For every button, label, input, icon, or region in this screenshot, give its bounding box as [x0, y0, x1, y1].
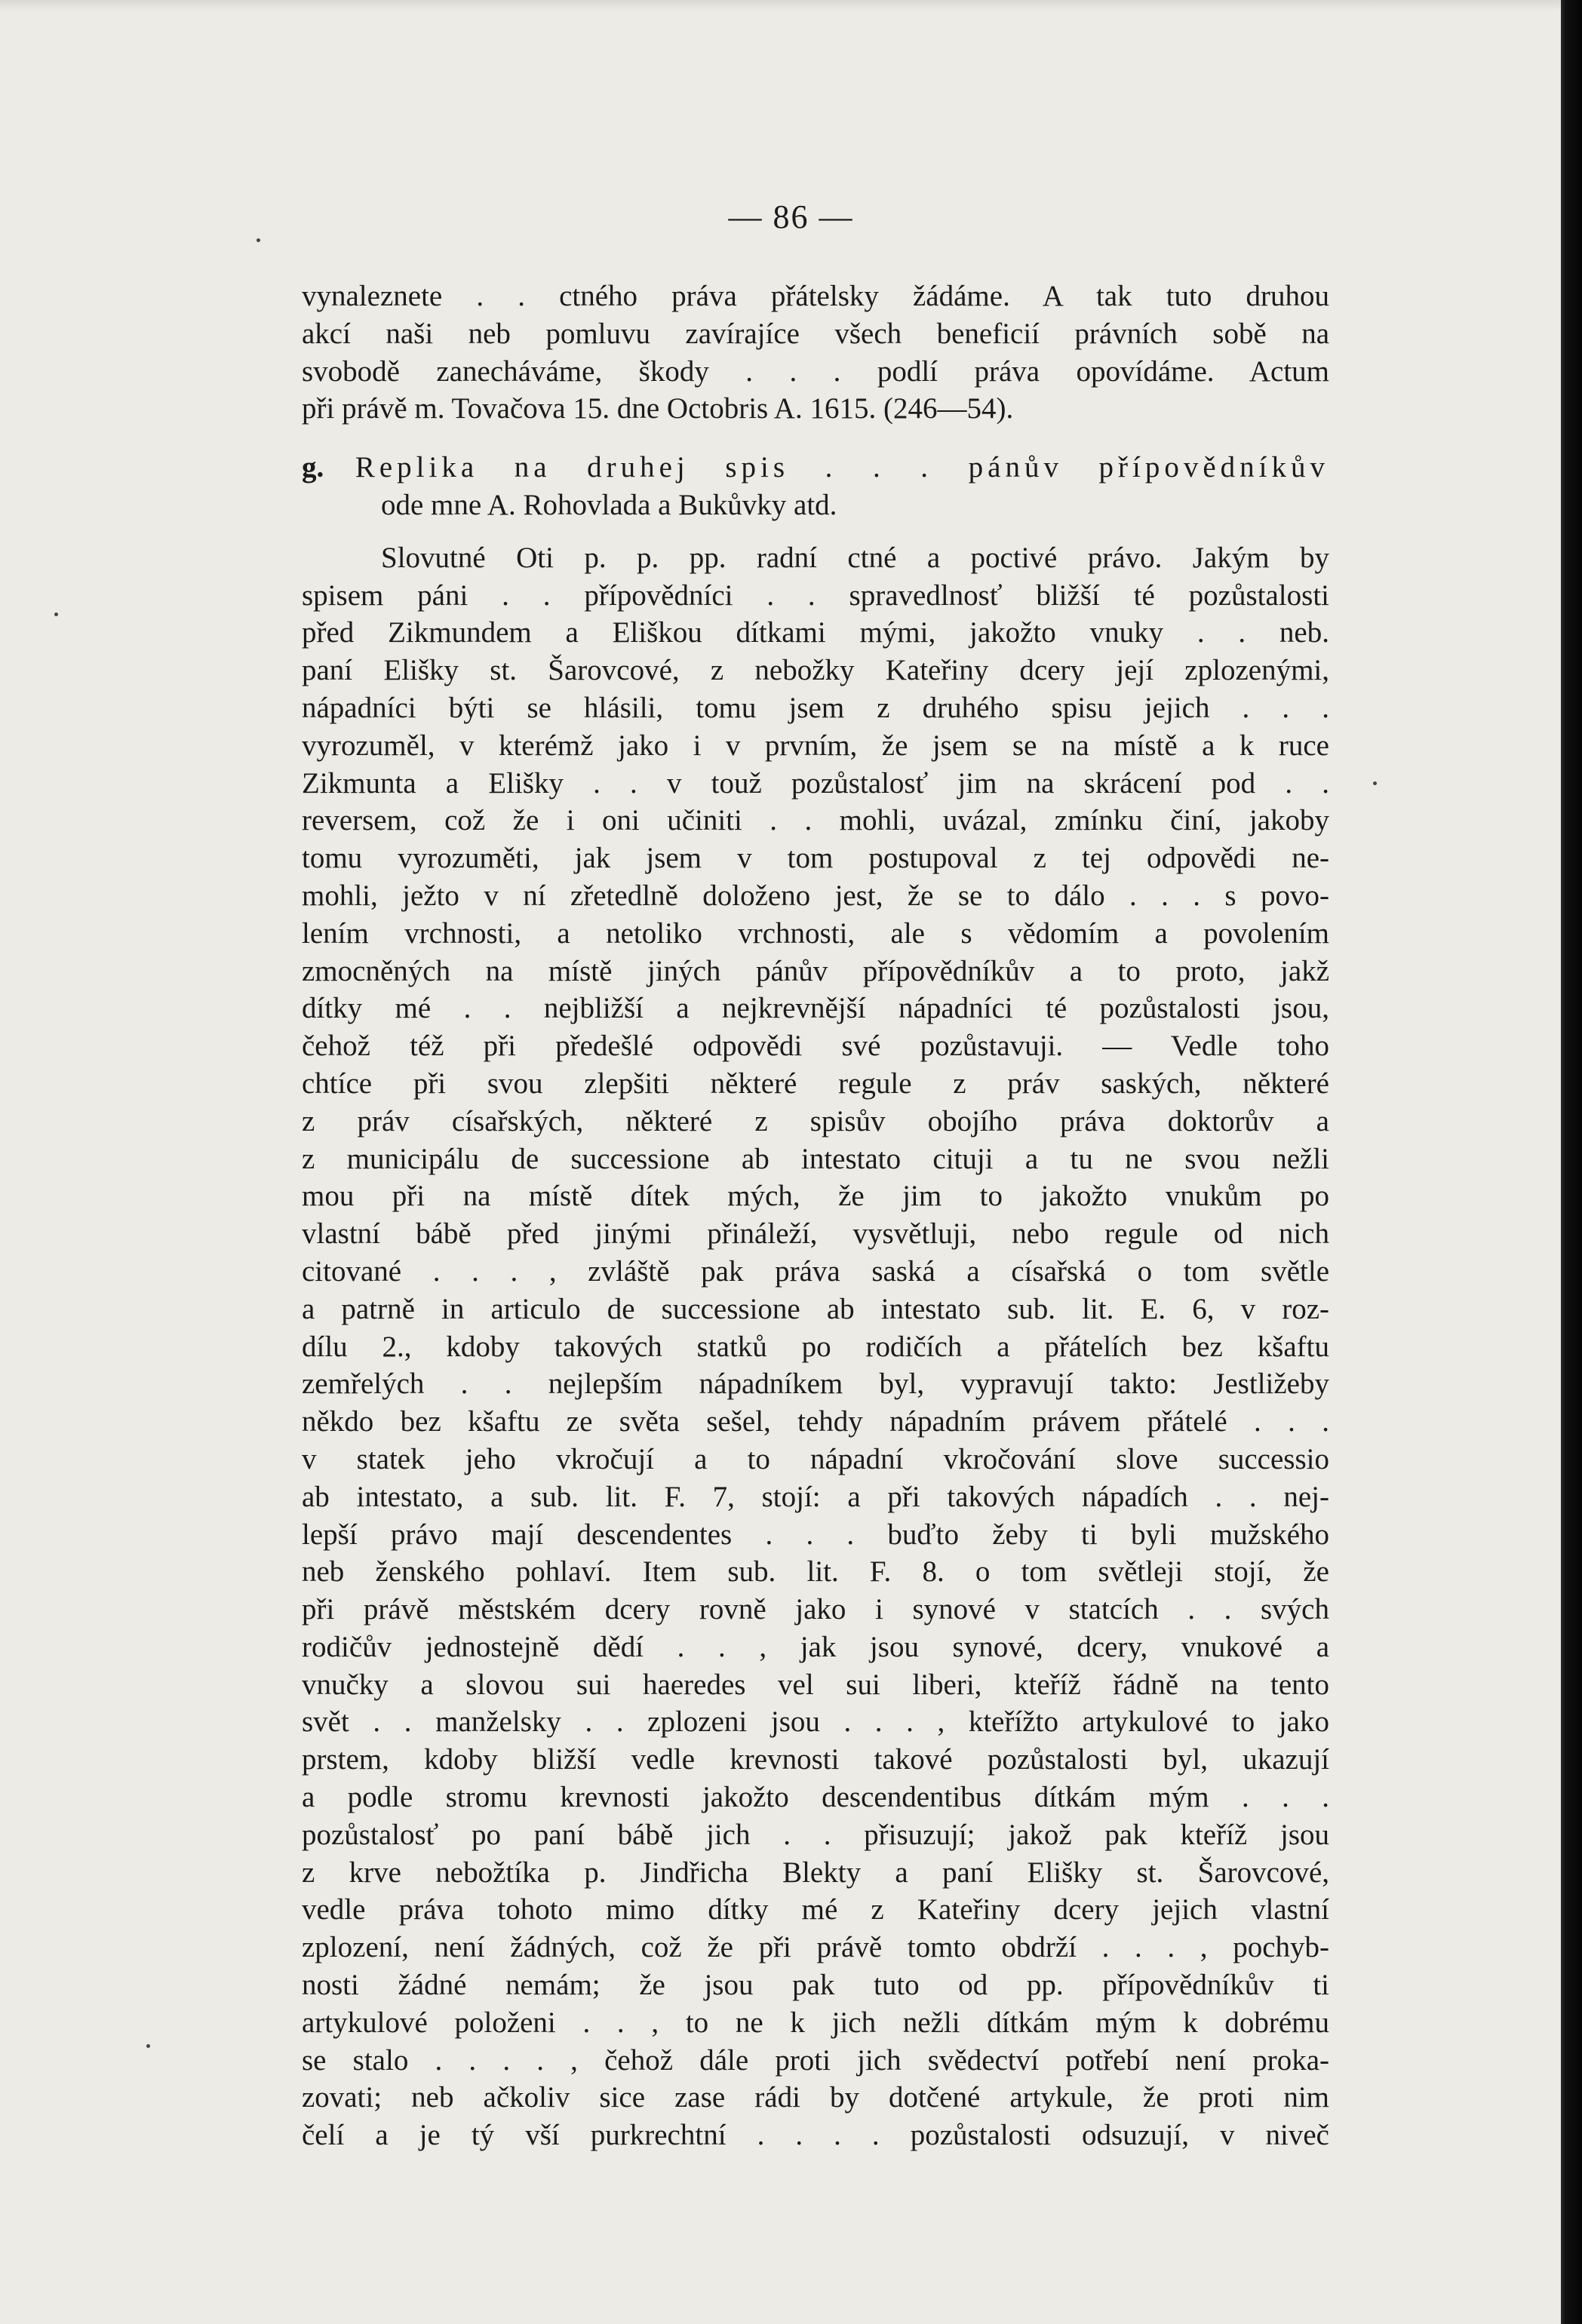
text-line: vedle práva tohoto mimo dítky mé z Kateřiny dcery jejich vlastní: [302, 1893, 1329, 1926]
text-line: reversem, což že i oni učiniti . . mohli, uvázal, zmínku činí, jakoby: [302, 804, 1329, 837]
text-line: mou při na místě dítek mých, že jim to jakožto vnukům po: [302, 1180, 1329, 1213]
text-line: vnučky a slovou sui haeredes vel sui liberi, kteříž řádně na tento: [302, 1668, 1329, 1701]
text-line: prstem, kdoby bližší vedle krevnosti takové pozůstalosti byl, ukazují: [302, 1743, 1329, 1776]
scan-speck: [54, 612, 58, 616]
text-line: zemřelých . . nejlepším nápadníkem byl, vypravují takto: Jestližeby: [302, 1368, 1329, 1401]
text-line: lepší právo mají descendentes . . . buďto žeby ti byli mužského: [302, 1518, 1329, 1551]
text-line: ab intestato, a sub. lit. F. 7, stojí: a při takových nápadích . . nej-: [302, 1480, 1329, 1513]
text-line: při právě městském dcery rovně jako i synové v statcích . . svých: [302, 1593, 1329, 1626]
document-body: [302, 278, 1329, 2154]
text-line: Zikmunta a Elišky . . v touž pozůstalosť jim na skrácení pod . .: [302, 766, 1329, 800]
text-line: nosti žádné nemám; že jsou pak tuto od pp. přípovědníkův ti: [302, 1969, 1329, 2002]
text-line: z municipálu de successione ab intestato cituji a tu ne svou nežli: [302, 1142, 1329, 1175]
text-line: lením vrchnosti, a netoliko vrchnosti, ale s vědomím a povolením: [302, 916, 1329, 950]
text-line: při právě m. Tovačova 15. dne Octobris A. 1615. (246—54).: [302, 392, 1014, 425]
text-line: vynaleznete . . ctného práva přátelsky žádáme. A tak tuto druhou: [302, 280, 1329, 312]
text-line: neb ženského pohlaví. Item sub. lit. F. 8. o tom světleji stojí, že: [302, 1555, 1329, 1589]
scan-top-shadow: [0, 0, 1561, 11]
section-heading: [302, 449, 1329, 487]
text-line: čelí a je tý vší purkrechtní . . . . pozůstalosti odsuzují, v niveč: [302, 2119, 1329, 2152]
text-line: se stalo . . . . , čehož dále proti jich svědectví potřebí není proka-: [302, 2043, 1329, 2077]
text-line: paní Elišky st. Šarovcové, z nebožky Kateřiny dcery její zplozenými,: [302, 654, 1329, 687]
text-line: dílu 2., kdoby takových statků po rodičích a přátelích bez kšaftu: [302, 1330, 1329, 1363]
text-line: vlastní bábě před jinými přináleží, vysvětluji, nebo regule od nich: [302, 1217, 1329, 1251]
text-line: zovati; neb ačkoliv sice zase rádi by dotčené artykule, že proti nim: [302, 2081, 1329, 2114]
text-line: zplození, není žádných, což že při právě tomto obdrží . . . , pochyb-: [302, 1931, 1329, 1964]
section-marker: g.: [302, 451, 324, 484]
text-line: zmocněných na místě jiných pánův přípovědníkův a to proto, jakž: [302, 954, 1329, 987]
scan-speck: [1373, 781, 1377, 785]
text-line: chtíce při svou zlepšiti některé regule z práv saských, některé: [302, 1067, 1329, 1100]
text-line: dítky mé . . nejbližší a nejkrevnější nápadníci té pozůstalosti jsou,: [302, 992, 1329, 1025]
text-line: Slovutné Oti p. p. pp. radní ctné a poctivé právo. Jakým by: [381, 541, 1329, 574]
text-line: artykulové položeni . . , to ne k jich nežli dítkám mým k dobrému: [302, 2006, 1329, 2039]
text-line: z krve nebožtíka p. Jindřicha Blekty a paní Elišky st. Šarovcové,: [302, 1856, 1329, 1889]
scan-speck: [256, 238, 260, 242]
text-line: v statek jeho vkročují a to nápadní vkročování slove successio: [302, 1442, 1329, 1475]
text-line: mohli, ježto v ní zřetedlně doloženo jest, že se to dálo . . . s povo-: [302, 879, 1329, 912]
text-line: nápadníci býti se hlásili, tomu jsem z druhého spisu jejich . . .: [302, 691, 1329, 724]
text-line: a podle stromu krevnosti jakožto descendentibus dítkám mým . . .: [302, 1781, 1329, 1814]
text-line: citované . . . , zvláště pak práva saská a císařská o tom světle: [302, 1254, 1329, 1288]
text-line: svět . . manželsky . . zplozeni jsou . . . , kteřížto artykulové to jako: [302, 1705, 1329, 1739]
text-line: z práv císařských, některé z spisův obojího práva doktorův a: [302, 1104, 1329, 1137]
scan-speck: [146, 2044, 150, 2048]
text-line: akcí naši neb pomluvu zavírajíce všech beneficií právních sobě na: [302, 317, 1329, 350]
page-number: — 86 —: [728, 198, 854, 235]
text-line: spisem páni . . přípovědníci . . spravedlnosť bližší té pozůstalosti: [302, 579, 1329, 612]
text-line: před Zikmundem a Eliškou dítkami mými, jakožto vnuky . . neb.: [302, 616, 1329, 649]
text-line: a patrně in articulo de successione ab intestato sub. lit. E. 6, v roz-: [302, 1292, 1329, 1325]
text-line: tomu vyrozuměti, jak jsem v tom postupoval z tej odpovědi ne-: [302, 842, 1329, 875]
section-title: Replika na druhej spis . . . pánův přípovědníkův: [355, 451, 1329, 484]
text-line: svobodě zanecháváme, škody . . . podlí práva opovídáme. Actum: [302, 355, 1329, 388]
text-line: pozůstalosť po paní bábě jich . . přisuzují; jakož pak kteříž jsou: [302, 1818, 1329, 1851]
scan-right-edge: [1561, 0, 1582, 2324]
section-heading-continuation: ode mne A. Rohovlada a Bukůvky atd.: [381, 488, 837, 521]
text-line: čehož též při předešlé odpovědi své pozůstavuji. — Vedle toho: [302, 1030, 1329, 1063]
text-line: někdo bez kšaftu ze světa sešel, tehdy nápadním právem přátelé . . .: [302, 1405, 1329, 1438]
text-line: rodičův jednostejně dědí . . , jak jsou synové, dcery, vnukové a: [302, 1630, 1329, 1663]
text-line: vyrozuměl, v kterémž jako i v prvním, že jsem se na místě a k ruce: [302, 729, 1329, 762]
